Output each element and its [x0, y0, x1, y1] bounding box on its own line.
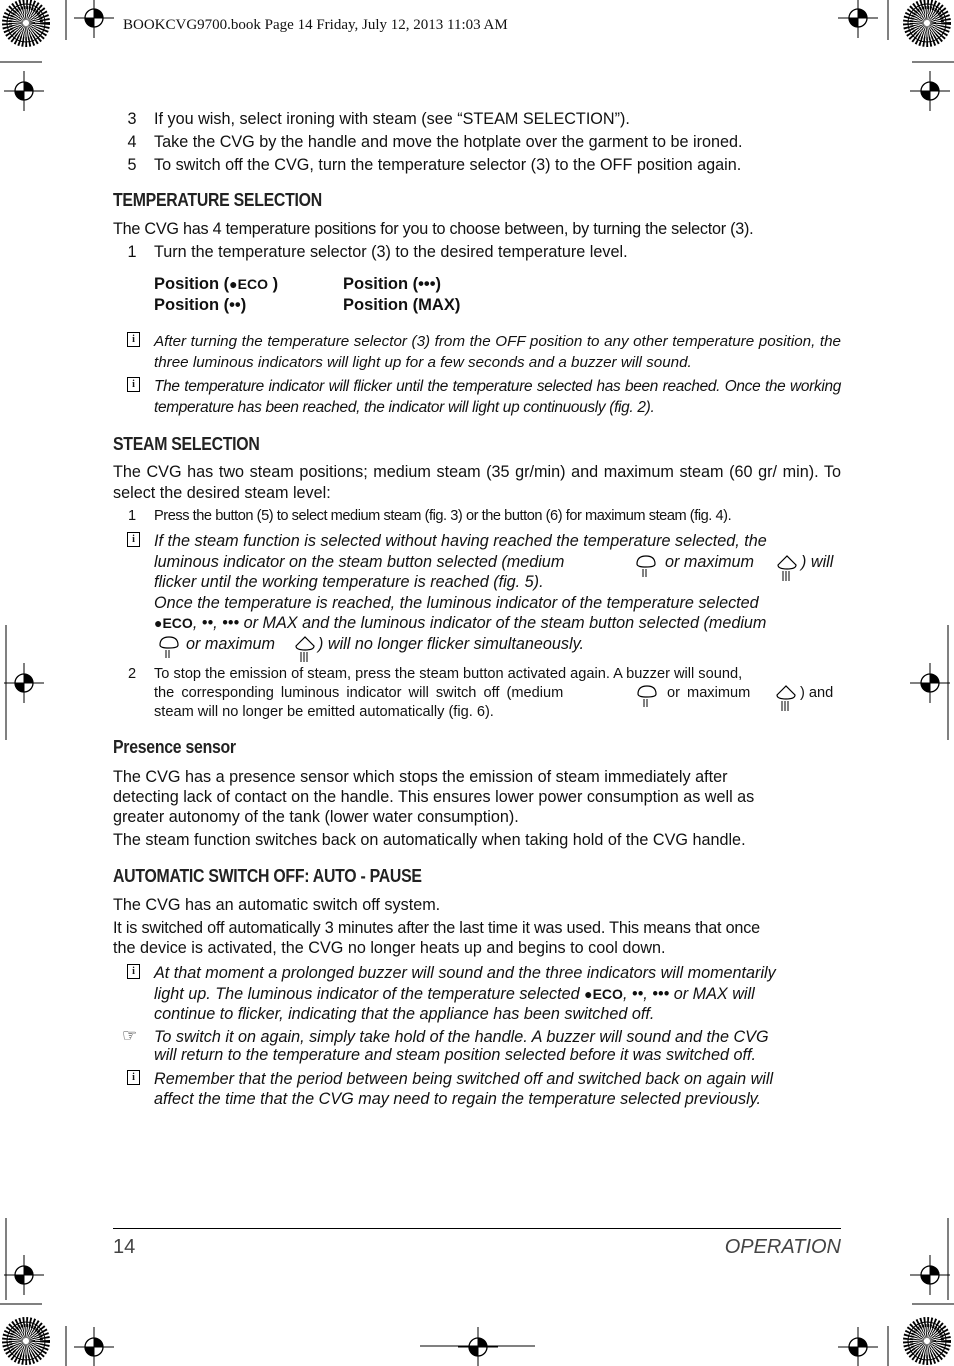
step-text: or maximum [667, 685, 751, 701]
paragraph-line: The CVG has a presence sensor which stops the emission of steam immediately after [113, 768, 728, 786]
info-icon: i [127, 532, 140, 547]
note-text: After turning the temperature selector (3) from the OFF position to any other temperature position, the three luminous indicators will light up for a few seconds and a buzzer will sound. [154, 333, 841, 371]
eco-label: ECO [237, 276, 268, 292]
step-text: To stop the emission of steam, press the steam button activated again. A buzzer will sound, [154, 666, 743, 682]
paragraph-line: detecting lack of contact on the handle. This ensures lower power consumption as well as [113, 788, 755, 806]
info-icon: i [127, 377, 140, 392]
note-text: The temperature indicator will flicker until the temperature selected has been reached. Once the working temperature has been reached, the indicator will light up continuously (fig. 2). [154, 378, 841, 416]
step-number: 4 [127, 133, 137, 151]
step-text: steam will no longer be emitted automatically (fig. 6). [154, 704, 494, 720]
note-text: luminous indicator on the steam button selected (medium [154, 553, 565, 571]
paragraph-line: The steam function switches back on automatically when taking hold of the CVG handle. [113, 831, 746, 849]
section-heading: STEAM SELECTION [113, 434, 260, 454]
info-icon: i [127, 1070, 140, 1085]
paragraph-line: the device is activated, the CVG no longer heats up and begins to cool down. [113, 939, 666, 957]
step-text: If you wish, select ironing with steam (see “STEAM SELECTION”). [154, 110, 630, 128]
paragraph-line: The CVG has an automatic switch off system. [113, 896, 441, 914]
step-number: 3 [127, 110, 137, 128]
info-icon: i [127, 332, 140, 347]
book-header: BOOKCVG9700.book Page 14 Friday, July 12, 2013 11:03 AM [123, 17, 508, 33]
section-heading: Presence sensor [113, 737, 236, 757]
maximum-steam-icon [293, 634, 317, 664]
paragraph-line: It is switched off automatically 3 minutes after the last time it was used. This means that once [113, 919, 760, 937]
position-eco: Position (●ECO ) [154, 275, 279, 293]
paragraph: The CVG has two steam positions; medium steam (35 gr/min) and maximum steam (60 gr/ min). To select the desired steam level: [113, 463, 841, 502]
position-max: Position (MAX) [343, 296, 461, 314]
note-text: Remember that the period between being switched off and switched back on again will [154, 1070, 774, 1088]
page-number: 14 [113, 1236, 136, 1258]
step-number: 5 [127, 156, 137, 174]
note-text: To switch it on again, simply take hold of the handle. A buzzer will sound and the CVG [154, 1028, 769, 1046]
note-text: light up. The luminous indicator of the temperature selected ●ECO, ••, ••• or MAX will [154, 985, 755, 1003]
medium-steam-icon [157, 634, 181, 660]
note-text: affect the time that the CVG may need to regain the temperature selected previously. [154, 1090, 762, 1108]
note-text: or maximum [186, 635, 276, 653]
maximum-steam-icon [774, 683, 798, 713]
step-text: Turn the temperature selector (3) to the desired temperature level. [154, 243, 628, 261]
info-icon: i [127, 964, 140, 979]
step-text: the corresponding luminous indicator will switch off (medium [154, 685, 564, 701]
footer-rule [113, 1228, 841, 1229]
paragraph: The CVG has 4 temperature positions for you to choose between, by turning the selector (3). [113, 220, 754, 238]
step-text: Press the button (5) to select medium steam (fig. 3) or the button (6) for maximum steam (fig. 4). [154, 508, 732, 524]
maximum-steam-icon [775, 553, 799, 583]
section-heading: TEMPERATURE SELECTION [113, 190, 322, 210]
note-text: ) will no longer flicker simultaneously. [318, 635, 584, 653]
note-text: flicker until the working temperature is reached (fig. 5). [154, 573, 544, 591]
note-text: will return to the temperature and steam position selected before it was switched off. [154, 1046, 756, 1064]
step-number: 1 [127, 508, 137, 524]
step-number: 2 [127, 666, 137, 682]
medium-steam-icon [634, 553, 658, 579]
position-2-dots: Position (••) [154, 296, 247, 314]
paragraph-line: greater autonomy of the tank (lower water consumption). [113, 808, 519, 826]
position-3-dots: Position (•••) [343, 275, 441, 293]
note-text: If the steam function is selected without having reached the temperature selected, the [154, 532, 767, 550]
note-text: continue to flicker, indicating that the appliance has been switched off. [154, 1005, 655, 1023]
step-number: 1 [127, 243, 137, 261]
note-text: ●ECO, ••, ••• or MAX and the luminous indicator of the steam button selected (medium [154, 614, 767, 632]
step-text: ) and [800, 685, 834, 701]
section-name: OPERATION [724, 1236, 841, 1258]
note-text: Once the temperature is reached, the luminous indicator of the temperature selected [154, 594, 759, 612]
step-text: Take the CVG by the handle and move the hotplate over the garment to be ironed. [154, 133, 743, 151]
note-text: At that moment a prolonged buzzer will sound and the three indicators will momentarily [154, 964, 776, 982]
step-text: To switch off the CVG, turn the temperature selector (3) to the OFF position again. [154, 156, 742, 174]
section-heading: AUTOMATIC SWITCH OFF: AUTO - PAUSE [113, 866, 422, 886]
note-text: or maximum [665, 553, 755, 571]
note-text: ) will [801, 553, 834, 571]
medium-steam-icon [635, 683, 659, 709]
hand-pointer-icon: ☞ [122, 1026, 138, 1045]
